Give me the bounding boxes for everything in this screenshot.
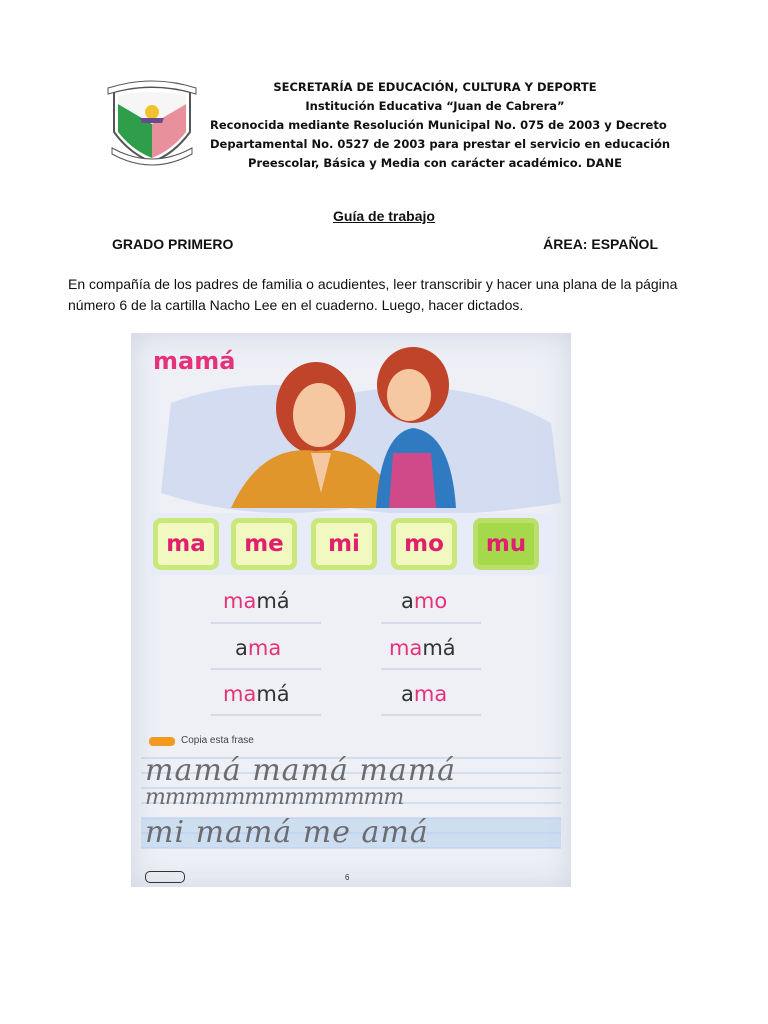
cursive-line: mi mamá me amá <box>145 815 429 850</box>
syllable-card: mo <box>391 518 457 570</box>
syllable-card: mu <box>473 518 539 570</box>
word-item: ama <box>235 636 282 660</box>
header-line-4: Departamental No. 0527 de 2003 para prestar el servicio en educación <box>210 137 671 151</box>
grade-label: GRADO PRIMERO <box>112 236 234 252</box>
syllable-card: mi <box>311 518 377 570</box>
header-line-1: SECRETARÍA DE EDUCACIÓN, CULTURA Y DEPORTE <box>273 80 597 94</box>
page-number: 6 <box>345 873 350 882</box>
area-label: ÁREA: ESPAÑOL <box>543 236 658 252</box>
header-line-5: Preescolar, Básica y Media con carácter académico. DANE <box>248 156 622 170</box>
page-title: mamá <box>153 347 236 375</box>
copy-instruction: Copia esta frase <box>181 735 254 746</box>
school-shield-logo <box>104 74 200 170</box>
word-item: mamá <box>389 636 456 660</box>
publisher-badge-icon <box>145 871 185 883</box>
document-header <box>0 0 768 190</box>
header-line-3: Reconocida mediante Resolución Municipal No. 075 de 2003 y Decreto <box>210 118 667 132</box>
word-item: amo <box>401 589 448 613</box>
cursive-line: mamá mamá mamá <box>145 753 457 788</box>
workbook-page-image <box>131 333 571 887</box>
cursive-line: mmmmmmmmmmmmm <box>145 785 404 810</box>
word-item: mamá <box>223 589 290 613</box>
pencil-icon <box>149 737 175 746</box>
word-item: ama <box>401 682 448 706</box>
syllable-card: me <box>231 518 297 570</box>
syllable-card: ma <box>153 518 219 570</box>
instructions-text: En compañía de los padres de familia o acudientes, leer transcribir y hacer una plana de la página número 6 de la cartilla Nacho Lee en el cuaderno. Luego, hacer dictados. <box>68 276 678 313</box>
institution-text <box>210 78 671 173</box>
guide-title: Guía de trabajo <box>333 208 435 224</box>
header-line-2: Institución Educativa “Juan de Cabrera” <box>305 99 565 113</box>
word-item: mamá <box>223 682 290 706</box>
